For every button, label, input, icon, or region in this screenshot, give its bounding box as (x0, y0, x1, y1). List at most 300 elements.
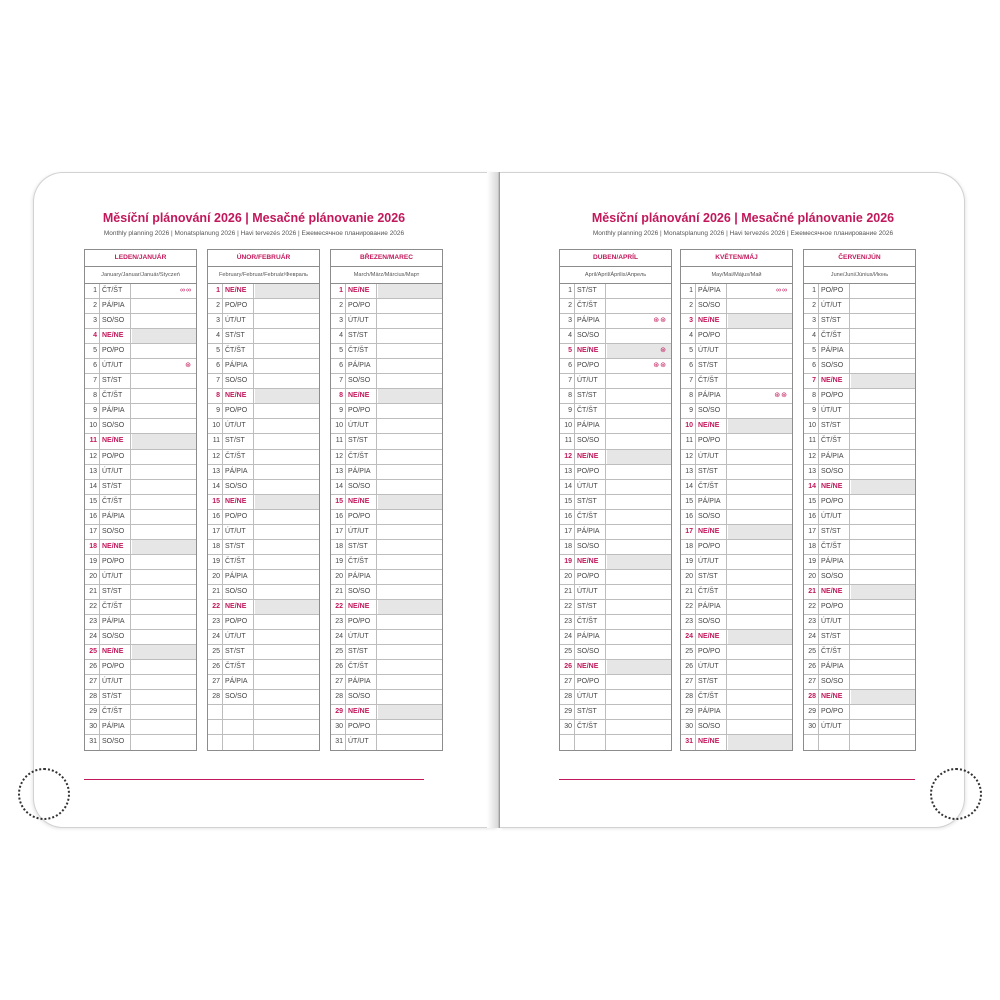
day-row[interactable] (681, 615, 792, 630)
day-row[interactable] (208, 690, 319, 705)
day-row[interactable] (560, 660, 671, 675)
day-row[interactable] (208, 344, 319, 359)
weekday-label: ČT/ŠT (577, 615, 606, 629)
day-row[interactable] (208, 585, 319, 600)
day-row[interactable] (85, 705, 196, 720)
day-row[interactable] (85, 450, 196, 465)
day-row[interactable] (804, 555, 915, 570)
day-number: 28 (804, 690, 819, 704)
day-row[interactable] (560, 404, 671, 419)
day-row[interactable] (331, 495, 442, 510)
weekday-label: PO/PO (698, 645, 727, 659)
day-row[interactable] (85, 329, 196, 344)
weekday-label: ÚT/UT (348, 419, 377, 433)
day-row[interactable] (681, 434, 792, 449)
day-row[interactable] (208, 450, 319, 465)
day-row[interactable] (208, 329, 319, 344)
day-row[interactable] (208, 675, 319, 690)
day-row[interactable] (681, 419, 792, 434)
day-row[interactable] (804, 329, 915, 344)
day-number: 31 (331, 735, 346, 750)
month-column-january (84, 249, 197, 751)
day-number: 21 (331, 585, 346, 599)
weekday-label: ČT/ŠT (821, 329, 850, 343)
day-row[interactable] (804, 314, 915, 329)
day-number: 21 (208, 585, 223, 599)
weekday-label: PO/PO (577, 359, 606, 373)
day-row[interactable] (681, 374, 792, 389)
day-number: 13 (804, 465, 819, 479)
day-row[interactable] (85, 374, 196, 389)
day-row[interactable] (85, 735, 196, 750)
day-row[interactable] (331, 675, 442, 690)
weekday-label: ST/ST (698, 465, 727, 479)
day-row[interactable] (331, 314, 442, 329)
day-row[interactable] (560, 299, 671, 314)
day-row[interactable] (560, 284, 671, 299)
weekday-label: PÁ/PIA (348, 359, 377, 373)
day-row[interactable] (560, 645, 671, 660)
sunday-shade (728, 419, 792, 433)
day-row[interactable] (208, 284, 319, 299)
day-row[interactable] (331, 359, 442, 374)
day-number: 12 (331, 450, 346, 464)
day-number: 6 (208, 359, 223, 373)
day-row[interactable] (804, 645, 915, 660)
day-row[interactable] (681, 675, 792, 690)
day-row[interactable] (681, 314, 792, 329)
day-number: 6 (804, 359, 819, 373)
day-row[interactable] (331, 389, 442, 404)
day-row[interactable] (85, 675, 196, 690)
day-row[interactable] (681, 540, 792, 555)
day-row[interactable] (560, 525, 671, 540)
weekday-label: ST/ST (348, 434, 377, 448)
day-row[interactable] (681, 329, 792, 344)
day-row[interactable] (681, 600, 792, 615)
day-row[interactable] (560, 690, 671, 705)
month-translations: March/März/Március/Март (331, 267, 442, 284)
weekday-label: ČT/ŠT (102, 705, 131, 719)
day-row[interactable] (681, 555, 792, 570)
weekday-label: PO/PO (225, 299, 254, 313)
weekday-label: ÚT/UT (102, 675, 131, 689)
month-translations: January/Januar/Január/Styczeń (85, 267, 196, 284)
day-row[interactable] (681, 585, 792, 600)
moon-phase-icon: ⊛⊛ (653, 317, 667, 325)
day-number: 24 (85, 630, 100, 644)
day-row[interactable] (804, 690, 915, 705)
day-number: 20 (85, 570, 100, 584)
day-row[interactable] (208, 389, 319, 404)
weekday-label: SO/SO (577, 645, 606, 659)
weekday-label: SO/SO (102, 735, 131, 750)
day-number: 12 (85, 450, 100, 464)
day-row[interactable] (85, 570, 196, 585)
day-row[interactable] (208, 660, 319, 675)
day-row[interactable] (681, 690, 792, 705)
day-row[interactable] (331, 735, 442, 750)
day-number: 26 (331, 660, 346, 674)
weekday-label: SO/SO (225, 374, 254, 388)
sunday-shade (851, 585, 915, 599)
day-row[interactable] (85, 314, 196, 329)
day-row[interactable] (331, 284, 442, 299)
day-row[interactable] (85, 555, 196, 570)
day-row[interactable] (208, 480, 319, 495)
day-row[interactable] (804, 284, 915, 299)
day-row[interactable] (560, 450, 671, 465)
day-row[interactable] (331, 480, 442, 495)
month-title: BŘEZEN/MAREC (331, 250, 442, 267)
day-row[interactable] (331, 465, 442, 480)
day-row[interactable] (208, 495, 319, 510)
day-number: 19 (804, 555, 819, 569)
weekday-label: ST/ST (698, 675, 727, 689)
day-row[interactable] (681, 299, 792, 314)
weekday-label: NE/NE (225, 389, 254, 403)
day-row[interactable] (560, 465, 671, 480)
weekday-label: PÁ/PIA (698, 389, 727, 403)
day-row[interactable] (208, 600, 319, 615)
weekday-label: PO/PO (225, 510, 254, 524)
day-row[interactable] (681, 465, 792, 480)
day-row[interactable] (560, 585, 671, 600)
day-row[interactable] (560, 359, 671, 374)
day-row[interactable] (85, 720, 196, 735)
decorative-dotted-curve-left (18, 768, 70, 820)
day-row[interactable] (331, 690, 442, 705)
day-number: 1 (560, 284, 575, 298)
sunday-shade (607, 450, 671, 464)
day-row[interactable] (85, 480, 196, 495)
day-row[interactable] (560, 419, 671, 434)
day-row[interactable] (85, 344, 196, 359)
weekday-label: PO/PO (698, 329, 727, 343)
day-row[interactable] (208, 525, 319, 540)
weekday-label: ST/ST (821, 419, 850, 433)
day-row[interactable] (85, 660, 196, 675)
day-row[interactable] (208, 555, 319, 570)
weekday-label: ST/ST (821, 525, 850, 539)
day-number: 9 (331, 404, 346, 418)
day-number: 11 (804, 434, 819, 448)
day-row[interactable] (804, 570, 915, 585)
day-row[interactable] (560, 480, 671, 495)
day-row[interactable] (208, 314, 319, 329)
day-number: 14 (560, 480, 575, 494)
day-number: 3 (560, 314, 575, 328)
day-row[interactable] (331, 555, 442, 570)
weekday-label: ST/ST (102, 690, 131, 704)
weekday-label: ÚT/UT (225, 525, 254, 539)
day-row[interactable] (560, 630, 671, 645)
day-number: 20 (804, 570, 819, 584)
day-number: 30 (804, 720, 819, 734)
day-number: 1 (208, 284, 223, 298)
day-row[interactable] (85, 585, 196, 600)
day-row[interactable] (85, 615, 196, 630)
day-number: 22 (804, 600, 819, 614)
day-row[interactable] (331, 525, 442, 540)
day-row[interactable] (681, 404, 792, 419)
day-row[interactable] (804, 510, 915, 525)
day-row[interactable] (681, 525, 792, 540)
sunday-shade (255, 389, 319, 403)
month-column-march (330, 249, 443, 751)
day-row[interactable] (85, 389, 196, 404)
day-number: 31 (85, 735, 100, 750)
day-number: 8 (804, 389, 819, 403)
weekday-label: ST/ST (577, 600, 606, 614)
day-row[interactable] (681, 495, 792, 510)
weekday-label: ČT/ŠT (102, 284, 131, 298)
day-row[interactable] (85, 434, 196, 449)
day-row[interactable] (804, 660, 915, 675)
sunday-shade (132, 540, 196, 554)
day-row[interactable] (331, 570, 442, 585)
weekday-label: SO/SO (821, 465, 850, 479)
day-number: 3 (681, 314, 696, 328)
month-column-may (680, 249, 793, 751)
day-row[interactable] (85, 600, 196, 615)
day-row[interactable] (804, 540, 915, 555)
day-row[interactable] (331, 600, 442, 615)
day-row[interactable] (208, 419, 319, 434)
day-number: 27 (331, 675, 346, 689)
weekday-label: SO/SO (225, 690, 254, 704)
day-row[interactable] (331, 510, 442, 525)
day-row[interactable] (804, 299, 915, 314)
day-row[interactable] (331, 705, 442, 720)
weekday-label: NE/NE (225, 495, 254, 509)
day-number: 2 (560, 299, 575, 313)
day-row[interactable] (560, 600, 671, 615)
day-number: 7 (85, 374, 100, 388)
day-row[interactable] (804, 389, 915, 404)
day-row[interactable] (681, 450, 792, 465)
day-row[interactable] (681, 480, 792, 495)
day-row[interactable] (85, 284, 196, 299)
weekday-label: NE/NE (821, 374, 850, 388)
day-row[interactable] (681, 359, 792, 374)
day-row[interactable] (804, 404, 915, 419)
day-row[interactable] (208, 615, 319, 630)
day-row[interactable] (804, 600, 915, 615)
day-row[interactable] (560, 374, 671, 389)
day-number: 9 (85, 404, 100, 418)
day-number: 28 (681, 690, 696, 704)
weekday-label: ČT/ŠT (102, 600, 131, 614)
day-row[interactable] (208, 434, 319, 449)
sunday-shade (255, 600, 319, 614)
day-row[interactable] (208, 510, 319, 525)
day-row[interactable] (804, 419, 915, 434)
day-row[interactable] (208, 540, 319, 555)
day-row[interactable] (804, 615, 915, 630)
day-row[interactable] (208, 465, 319, 480)
weekday-label: ST/ST (577, 705, 606, 719)
day-row[interactable] (85, 465, 196, 480)
day-number: 5 (208, 344, 223, 358)
day-row[interactable] (681, 660, 792, 675)
day-row[interactable] (681, 510, 792, 525)
day-row[interactable] (560, 434, 671, 449)
day-row[interactable] (804, 480, 915, 495)
day-row[interactable] (681, 735, 792, 750)
weekday-label: ÚT/UT (698, 450, 727, 464)
day-row[interactable] (560, 344, 671, 359)
day-number: 9 (804, 404, 819, 418)
day-row[interactable] (85, 525, 196, 540)
weekday-label: ÚT/UT (102, 570, 131, 584)
day-row[interactable] (804, 344, 915, 359)
day-row[interactable] (681, 570, 792, 585)
day-number: 7 (560, 374, 575, 388)
day-row[interactable] (208, 374, 319, 389)
day-number: 5 (681, 344, 696, 358)
day-row[interactable] (560, 615, 671, 630)
day-row[interactable] (85, 495, 196, 510)
day-row[interactable] (331, 419, 442, 434)
day-row[interactable] (804, 720, 915, 735)
weekday-label: PO/PO (225, 404, 254, 418)
day-row[interactable] (560, 510, 671, 525)
day-number: 16 (331, 510, 346, 524)
day-row[interactable] (560, 705, 671, 720)
day-row[interactable] (804, 359, 915, 374)
day-number: 17 (560, 525, 575, 539)
day-row[interactable] (331, 329, 442, 344)
day-row[interactable] (85, 690, 196, 705)
weekday-label: NE/NE (348, 705, 377, 719)
day-row[interactable] (804, 525, 915, 540)
day-row[interactable] (681, 284, 792, 299)
day-number: 15 (208, 495, 223, 509)
day-row[interactable] (681, 645, 792, 660)
day-row[interactable] (560, 314, 671, 329)
day-number: 28 (331, 690, 346, 704)
weekday-label: ČT/ŠT (102, 389, 131, 403)
day-row[interactable] (85, 645, 196, 660)
day-row[interactable] (331, 615, 442, 630)
day-row[interactable] (331, 720, 442, 735)
day-row[interactable] (331, 585, 442, 600)
day-number: 2 (331, 299, 346, 313)
day-number: 12 (804, 450, 819, 464)
day-row[interactable] (804, 465, 915, 480)
day-row[interactable] (681, 389, 792, 404)
day-row[interactable] (681, 720, 792, 735)
weekday-label: SO/SO (348, 480, 377, 494)
day-row[interactable] (331, 344, 442, 359)
day-row[interactable] (85, 404, 196, 419)
day-row[interactable] (331, 434, 442, 449)
weekday-label: PÁ/PIA (348, 465, 377, 479)
day-row[interactable] (208, 359, 319, 374)
day-row[interactable] (560, 720, 671, 735)
day-row[interactable] (560, 495, 671, 510)
weekday-label: NE/NE (348, 284, 377, 298)
day-row[interactable] (331, 645, 442, 660)
day-row[interactable] (208, 645, 319, 660)
weekday-label: ÚT/UT (102, 359, 131, 373)
day-number: 27 (804, 675, 819, 689)
day-row[interactable] (560, 389, 671, 404)
day-row[interactable] (804, 705, 915, 720)
day-row[interactable] (85, 419, 196, 434)
day-number: 8 (85, 389, 100, 403)
day-row[interactable] (85, 540, 196, 555)
day-row[interactable] (208, 299, 319, 314)
day-row[interactable] (331, 630, 442, 645)
day-number: 2 (208, 299, 223, 313)
weekday-label: PO/PO (577, 675, 606, 689)
day-row[interactable] (560, 540, 671, 555)
left-page-title: Měsíční plánování 2026 | Mesačné plánovanie 2026 (102, 211, 406, 225)
day-row[interactable] (85, 359, 196, 374)
day-row[interactable] (560, 570, 671, 585)
day-row[interactable] (804, 630, 915, 645)
day-row[interactable] (804, 434, 915, 449)
weekday-label: ČT/ŠT (225, 660, 254, 674)
day-row[interactable] (804, 374, 915, 389)
day-row[interactable] (208, 404, 319, 419)
sunday-shade (378, 705, 442, 719)
day-number: 10 (681, 419, 696, 433)
day-row[interactable] (331, 299, 442, 314)
day-number: 12 (560, 450, 575, 464)
day-row[interactable] (85, 510, 196, 525)
day-number: 10 (208, 419, 223, 433)
day-row[interactable] (85, 630, 196, 645)
day-number: 11 (208, 434, 223, 448)
day-row[interactable] (681, 705, 792, 720)
day-row[interactable] (804, 495, 915, 510)
day-row[interactable] (681, 630, 792, 645)
day-row[interactable] (804, 585, 915, 600)
day-number: 13 (331, 465, 346, 479)
day-row[interactable] (331, 450, 442, 465)
weekday-label: ÚT/UT (577, 585, 606, 599)
day-number: 23 (681, 615, 696, 629)
day-number: 15 (85, 495, 100, 509)
day-row[interactable] (681, 344, 792, 359)
day-row[interactable] (331, 540, 442, 555)
day-number: 7 (681, 374, 696, 388)
day-number: 7 (208, 374, 223, 388)
day-row[interactable] (560, 675, 671, 690)
day-row[interactable] (331, 660, 442, 675)
day-row[interactable] (208, 630, 319, 645)
month-translations: February/Februar/Február/Февраль (208, 267, 319, 284)
day-row[interactable] (208, 570, 319, 585)
day-row[interactable] (804, 450, 915, 465)
day-number: 13 (208, 465, 223, 479)
weekday-label: PO/PO (577, 465, 606, 479)
day-row[interactable] (804, 675, 915, 690)
weekday-label: PÁ/PIA (225, 570, 254, 584)
day-row[interactable] (560, 555, 671, 570)
weekday-label: PÁ/PIA (698, 495, 727, 509)
weekday-label: SO/SO (698, 299, 727, 313)
day-row[interactable] (560, 329, 671, 344)
day-row[interactable] (331, 404, 442, 419)
day-number: 1 (331, 284, 346, 298)
weekday-label: PÁ/PIA (348, 570, 377, 584)
day-row[interactable] (85, 299, 196, 314)
day-row[interactable] (331, 374, 442, 389)
